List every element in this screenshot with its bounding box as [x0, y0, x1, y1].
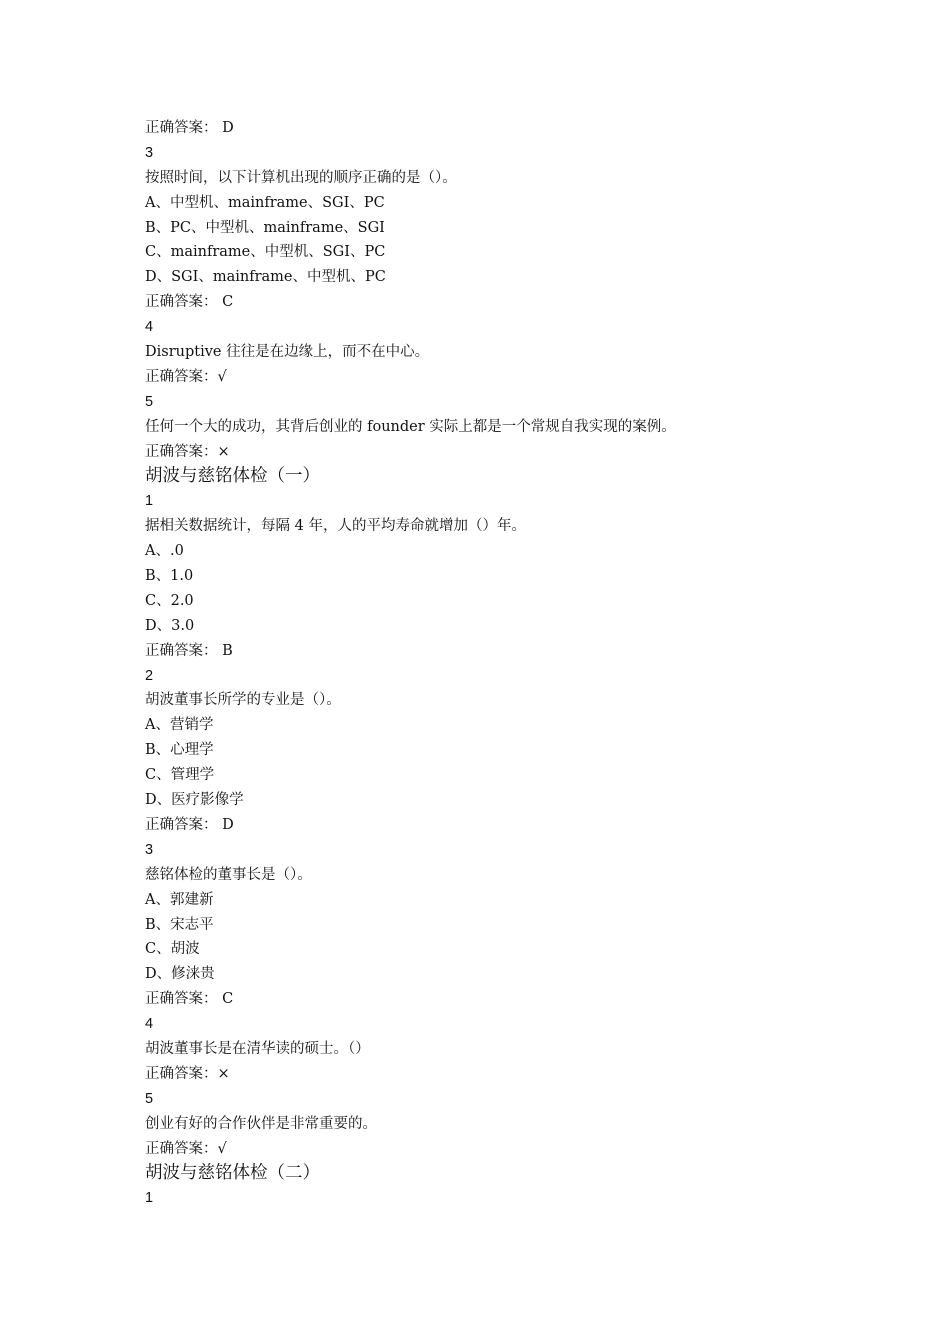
answer-line: 正确答案：√ — [145, 368, 227, 385]
option-line: A、郭建新 — [145, 891, 214, 908]
question-number: 3 — [145, 841, 154, 858]
question-text: Disruptive 往往是在边缘上，而不在中心。 — [145, 344, 430, 361]
question-number: 2 — [145, 667, 154, 684]
option-line: D、医疗影像学 — [145, 792, 244, 809]
option-line: B、心理学 — [145, 742, 214, 759]
question-number: 5 — [145, 1090, 154, 1107]
question-number: 5 — [145, 393, 154, 410]
answer-line: 正确答案： D — [145, 120, 234, 136]
section-heading: 胡波与慈铭体检（一） — [145, 466, 320, 487]
answer-line: 正确答案： C — [145, 991, 234, 1008]
option-line: B、宋志平 — [145, 916, 214, 933]
question-text: 创业有好的合作伙伴是非常重要的。 — [145, 1115, 377, 1132]
option-line: A、.0 — [145, 543, 184, 560]
answer-line: 正确答案： D — [145, 816, 234, 833]
option-line: A、中型机、mainframe、SGI、PC — [145, 194, 385, 211]
option-line: C、2.0 — [145, 592, 194, 609]
answer-line: 正确答案： C — [145, 294, 234, 311]
question-number: 4 — [145, 319, 154, 336]
question-text: 据相关数据统计，每隔 4 年，人的平均寿命就增加（）年。 — [145, 518, 526, 535]
answer-line: 正确答案：× — [145, 1065, 230, 1082]
question-text: 按照时间，以下计算机出现的顺序正确的是（）。 — [145, 169, 457, 186]
option-line: D、修涞贵 — [145, 966, 215, 983]
question-text: 胡波董事长所学的专业是（）。 — [145, 692, 341, 709]
question-text: 任何一个大的成功，其背后创业的 founder 实际上都是一个常规自我实现的案例。 — [145, 418, 676, 435]
option-line: B、PC、中型机、mainframe、SGI — [145, 219, 385, 236]
question-number: 3 — [145, 144, 154, 161]
option-line: C、管理学 — [145, 767, 215, 784]
answer-line: 正确答案： B — [145, 642, 233, 659]
section-heading: 胡波与慈铭体检（二） — [145, 1163, 320, 1184]
question-number: 4 — [145, 1016, 154, 1033]
question-number: 1 — [145, 1190, 154, 1207]
option-line: A、营销学 — [145, 717, 214, 734]
option-line: C、mainframe、中型机、SGI、PC — [145, 244, 386, 261]
option-line: C、胡波 — [145, 941, 200, 958]
document-page — [145, 116, 845, 1211]
answer-line: 正确答案：√ — [145, 1140, 227, 1157]
option-line: D、3.0 — [145, 617, 195, 634]
option-line: D、SGI、mainframe、中型机、PC — [145, 269, 386, 286]
answer-line: 正确答案：× — [145, 443, 230, 460]
question-text: 胡波董事长是在清华读的硕士。（） — [145, 1040, 370, 1057]
question-number: 1 — [145, 493, 154, 510]
option-line: B、1.0 — [145, 568, 194, 585]
question-text: 慈铭体检的董事长是（）。 — [145, 866, 312, 883]
